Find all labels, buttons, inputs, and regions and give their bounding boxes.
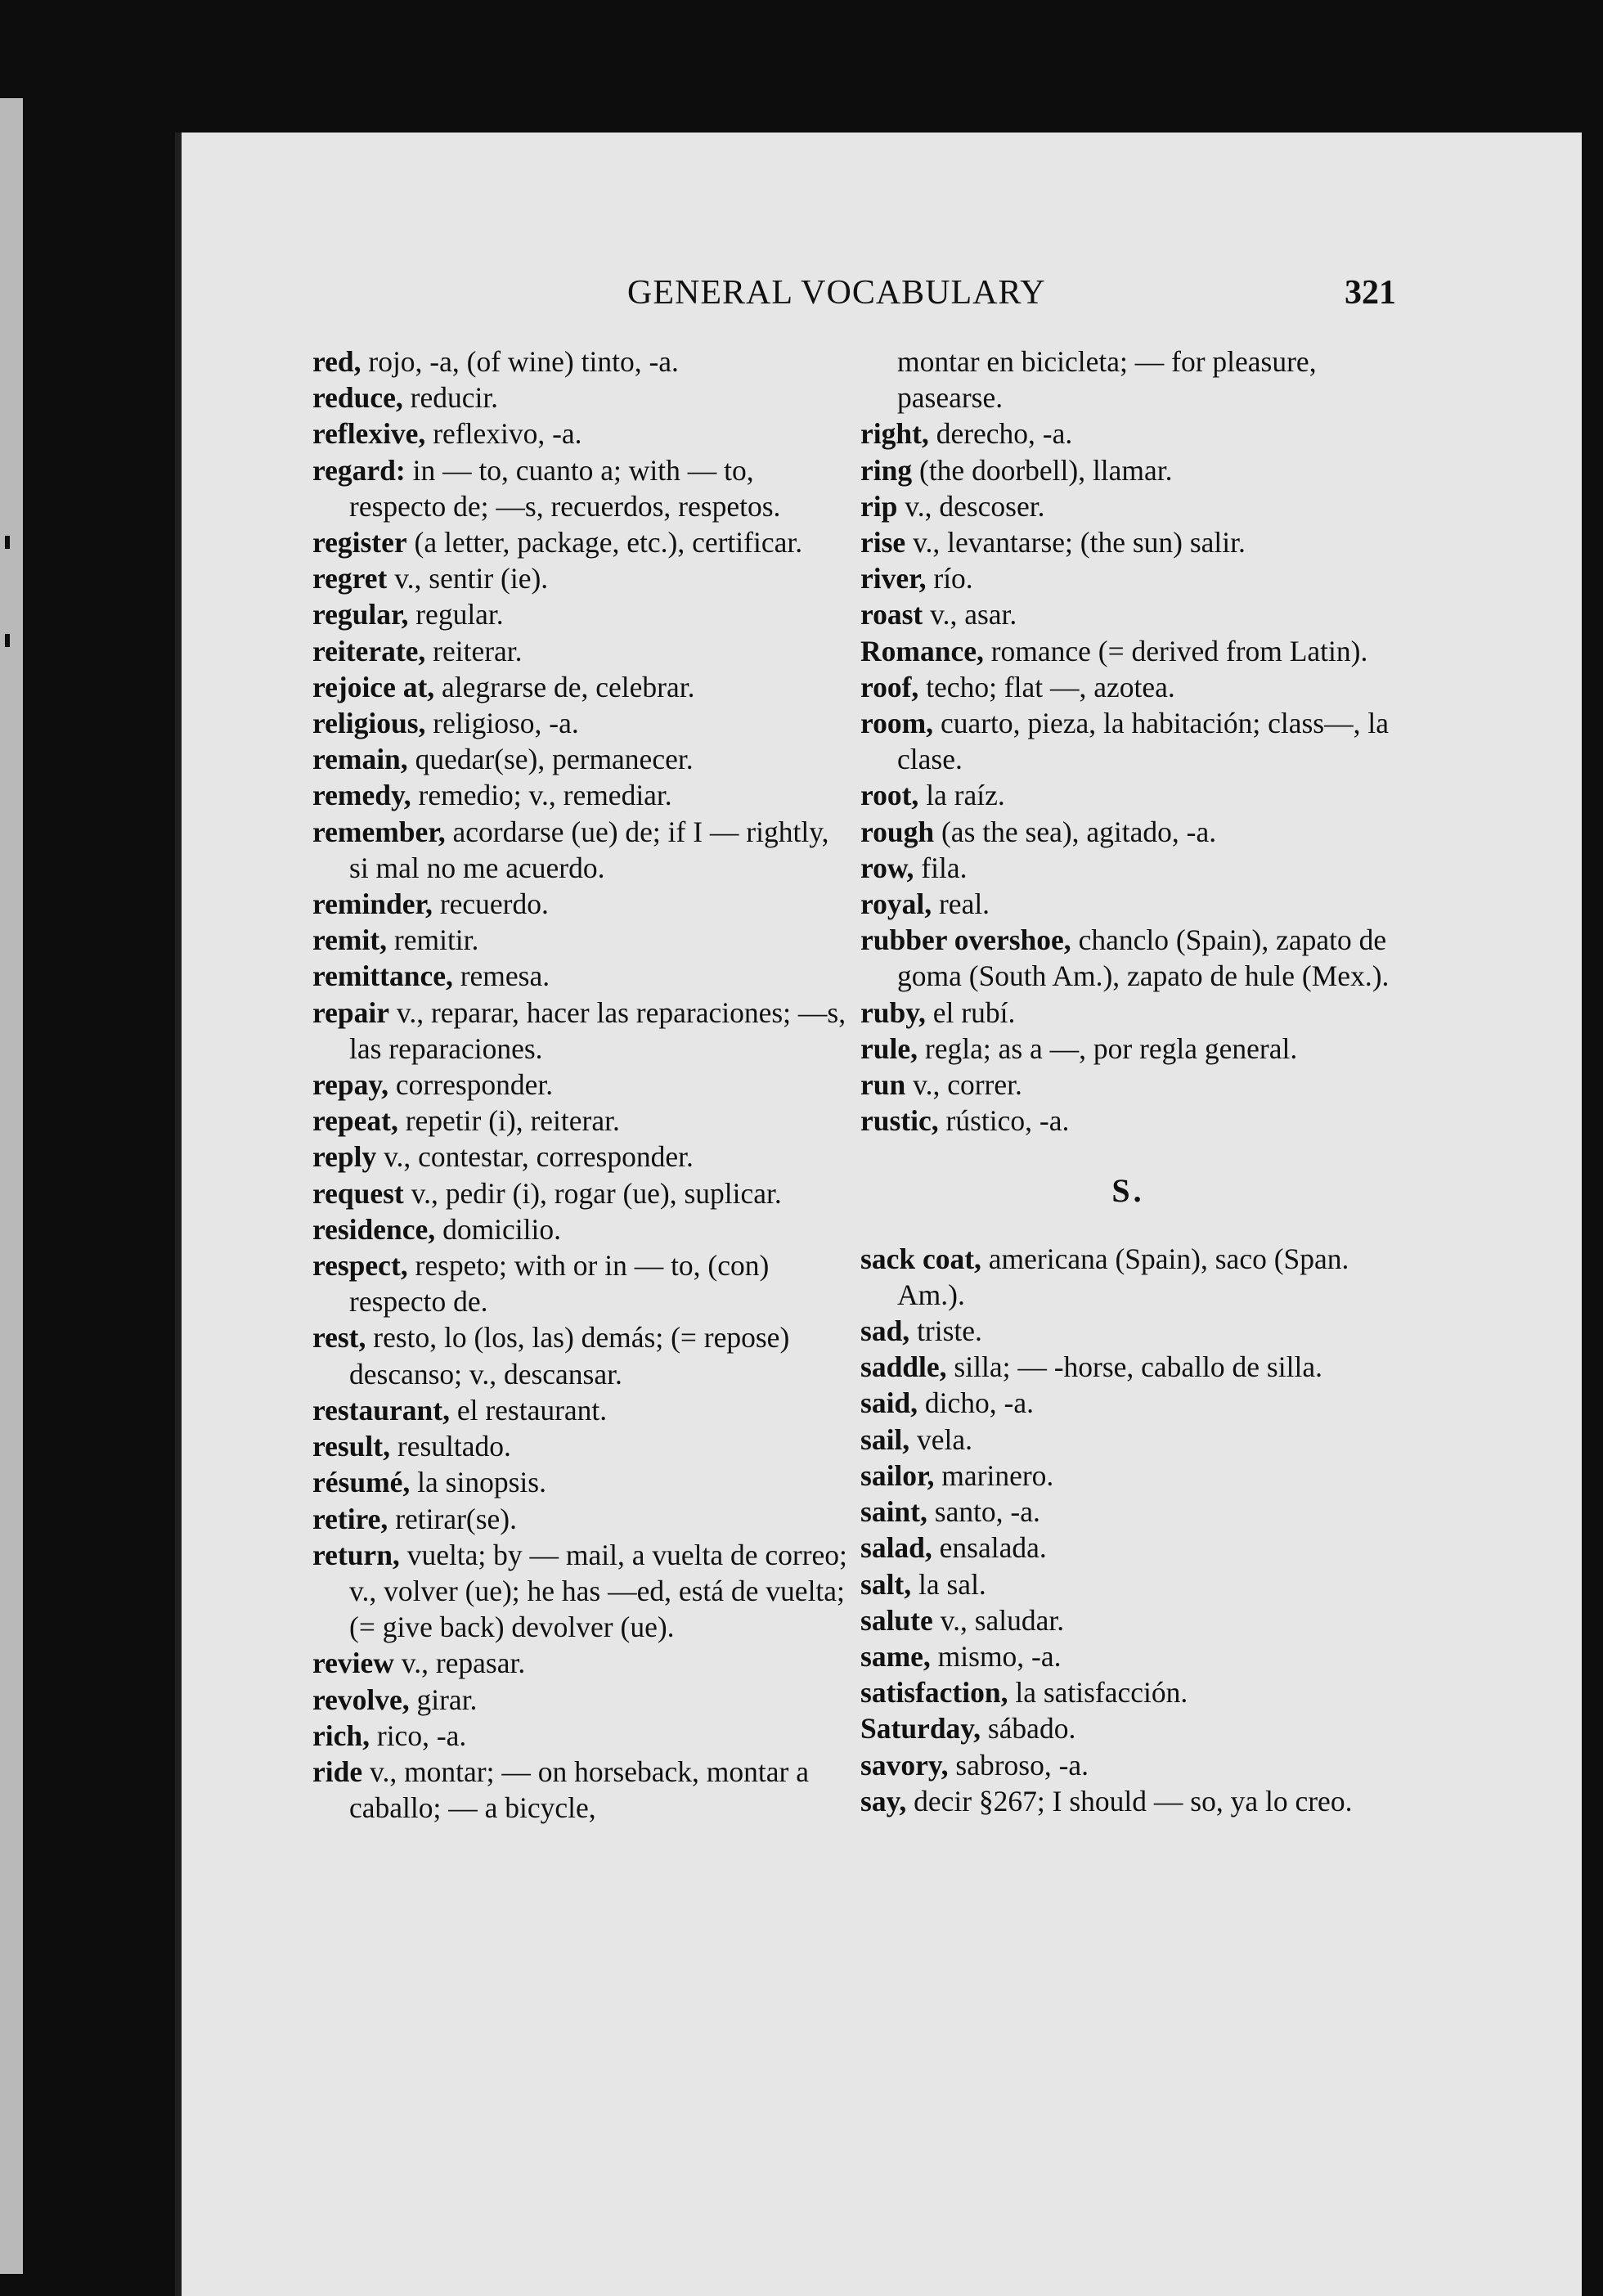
headword: saint, (860, 1495, 927, 1529)
left-column (312, 344, 848, 1826)
headword: rubber overshoe, (860, 923, 1071, 957)
headword: rise (860, 526, 906, 559)
book-page (175, 133, 1582, 2296)
definition: v., correr. (905, 1068, 1022, 1102)
definition: la sal. (911, 1567, 986, 1601)
definition: cuarto, pieza, la habitación; class—, la clase. (897, 707, 1389, 776)
definition: v., repasar. (393, 1647, 526, 1680)
definition: el restaurant. (449, 1393, 608, 1427)
vocab-entry (860, 1494, 1396, 1530)
vocab-entry (860, 1566, 1396, 1602)
vocab-entry (312, 1645, 848, 1681)
vocab-entry (312, 344, 848, 380)
vocab-entry (860, 1638, 1396, 1674)
headword: right, (860, 417, 929, 451)
definition: río. (926, 562, 973, 595)
headword: result, (312, 1430, 390, 1463)
definition: remedio; v., remediar. (411, 779, 672, 812)
vocab-entry (312, 1175, 848, 1211)
definition: v., asar. (923, 598, 1017, 631)
vocab-entry (860, 1783, 1396, 1819)
definition: (the doorbell), llamar. (912, 453, 1173, 487)
vocab-entry (860, 1674, 1396, 1710)
vocab-entry (860, 596, 1396, 632)
headword: roast (860, 598, 923, 631)
definition: rojo, -a, (of wine) tinto, -a. (361, 345, 679, 378)
headword: ring (860, 453, 913, 487)
definition: techo; flat —, azotea. (918, 670, 1175, 703)
definition: alegrarse de, celebrar. (434, 670, 695, 703)
definition: silla; — -horse, caballo de silla. (946, 1350, 1322, 1384)
vocab-entry (860, 1710, 1396, 1746)
vocab-entry (312, 1754, 848, 1826)
vocab-entry (860, 1031, 1396, 1067)
vocab-entry (860, 416, 1396, 452)
vocab-entry (312, 1247, 848, 1319)
headword: rule, (860, 1031, 918, 1065)
vocab-entry (860, 669, 1396, 705)
headword: review (312, 1647, 394, 1680)
definition: reflexivo, -a. (425, 417, 582, 451)
definition: derecho, -a. (928, 417, 1073, 451)
vocab-entry (312, 1718, 848, 1754)
definition: sábado. (980, 1712, 1076, 1746)
vocab-entry (860, 488, 1396, 524)
headword: saddle, (860, 1350, 947, 1384)
definition: la sinopsis. (410, 1466, 546, 1499)
running-header (182, 273, 1396, 322)
definition: v., descoser. (897, 489, 1045, 523)
headword: rich, (312, 1719, 370, 1752)
definition: regla; as a —, por regla general. (918, 1031, 1298, 1065)
headword: river, (860, 562, 927, 595)
definition: marinero. (934, 1458, 1054, 1492)
headword: regard: (312, 453, 406, 487)
vocab-entry (312, 452, 848, 524)
headword: request (312, 1176, 404, 1210)
definition: sabroso, -a. (948, 1748, 1089, 1782)
headword: sailor, (860, 1458, 935, 1492)
vocab-entry (860, 995, 1396, 1031)
vocab-entry (312, 596, 848, 632)
headword: return, (312, 1538, 400, 1571)
vocab-entry (860, 777, 1396, 813)
vocab-entry (312, 1103, 848, 1139)
definition: real. (932, 887, 990, 921)
definition: remitir. (387, 923, 479, 957)
headword: rustic, (860, 1104, 939, 1138)
definition: santo, -a. (927, 1495, 1040, 1529)
vocab-entry (312, 1067, 848, 1103)
headword: remain, (312, 743, 408, 776)
headword: rough (860, 815, 935, 848)
vocab-entry (312, 669, 848, 705)
definition: triste. (909, 1314, 982, 1348)
headword: royal, (860, 887, 932, 921)
definition: girar. (409, 1683, 478, 1716)
headword: remit, (312, 923, 388, 957)
definition: recuerdo. (432, 887, 549, 921)
definition: v., saludar. (932, 1603, 1065, 1637)
headword: sack coat, (860, 1242, 981, 1275)
definition: v., levantarse; (the sun) salir. (905, 526, 1246, 559)
headword: repay, (312, 1068, 389, 1102)
vocab-entry (860, 633, 1396, 669)
definition: remesa. (452, 959, 550, 993)
definition: v., pedir (i), rogar (ue), suplicar. (403, 1176, 782, 1210)
headword: rip (860, 489, 898, 523)
definition: la raíz. (918, 779, 1005, 812)
vocab-entry (312, 1392, 848, 1428)
headword: religious, (312, 707, 426, 740)
headword: ride (312, 1755, 363, 1788)
headword: root, (860, 779, 919, 812)
definition: romance (= derived from Latin). (983, 634, 1368, 667)
vocab-entry (860, 1422, 1396, 1458)
definition: dicho, -a. (918, 1386, 1034, 1420)
vocab-entry (312, 1464, 848, 1500)
definition: reducir. (402, 381, 499, 415)
headword: salad, (860, 1531, 932, 1565)
vocab-entry (860, 452, 1396, 488)
vocab-entry (860, 886, 1396, 922)
definition: in — to, cuanto a; with — to, respecto de; —s, recuerdos, respetos. (349, 453, 781, 523)
vocab-entry (860, 1241, 1396, 1313)
vocab-entry (312, 705, 848, 741)
definition: resto, lo (los, las) demás; (= repose) descanso; v., descansar. (349, 1321, 790, 1391)
definition: mismo, -a. (930, 1639, 1062, 1673)
definition: retirar(se). (388, 1502, 517, 1535)
definition: repetir (i), reiterar. (397, 1104, 620, 1138)
s-entries (860, 1241, 1396, 1819)
definition: resultado. (390, 1430, 511, 1463)
definition: v., reparar, hacer las reparaciones; —s, las reparaciones. (349, 995, 846, 1065)
headword: résumé, (312, 1466, 411, 1499)
vocab-entry (860, 1530, 1396, 1566)
vocab-entry (312, 633, 848, 669)
definition: americana (Spain), saco (Span. Am.). (897, 1242, 1349, 1311)
headword: same, (860, 1639, 931, 1673)
running-title: GENERAL VOCABULARY (627, 274, 1046, 312)
vocab-entry (860, 560, 1396, 596)
vocab-entry (312, 560, 848, 596)
vocab-entry (860, 814, 1396, 850)
definition: domicilio. (435, 1212, 562, 1246)
definition: v., contestar, corresponder. (376, 1140, 694, 1174)
definition: rústico, -a. (938, 1104, 1070, 1138)
definition: (a letter, package, etc.), certificar. (406, 526, 803, 559)
definition: vela. (909, 1422, 973, 1456)
headword: room, (860, 707, 934, 740)
vocab-entry (860, 344, 1396, 416)
headword: salute (860, 1603, 933, 1637)
headword: say, (860, 1784, 907, 1817)
vocab-entry (312, 524, 848, 560)
headword: satisfaction, (860, 1676, 1008, 1710)
headword: sad, (860, 1314, 910, 1348)
headword: reply (312, 1140, 377, 1174)
vocab-entry (312, 380, 848, 416)
headword: sail, (860, 1422, 910, 1456)
vocab-entry (312, 741, 848, 777)
definition: (as the sea), agitado, -a. (934, 815, 1217, 848)
vocab-entry (312, 1139, 848, 1175)
headword: salt, (860, 1567, 912, 1601)
definition: chanclo (Spain), zapato de goma (South Am.), zapato de hule (Mex.). (897, 923, 1390, 993)
vocab-entry (312, 1501, 848, 1537)
headword: restaurant, (312, 1393, 450, 1427)
headword: regular, (312, 598, 409, 631)
definition: quedar(se), permanecer. (407, 743, 694, 776)
definition: rico, -a. (370, 1719, 467, 1752)
vocab-entry (860, 524, 1396, 560)
definition: montar en bicicleta; — for pleasure, pasearse. (897, 345, 1317, 415)
headword: remember, (312, 815, 446, 848)
headword: said, (860, 1386, 918, 1420)
page-edge-mark (5, 536, 10, 549)
vocab-entry (860, 1602, 1396, 1638)
definition: v., montar; — on horseback, montar a caballo; — a bicycle, (349, 1755, 809, 1825)
headword: reduce, (312, 381, 403, 415)
definition: v., sentir (ie). (387, 562, 549, 595)
right-column (860, 344, 1396, 1819)
definition: decir §267; I should — so, ya lo creo. (906, 1784, 1353, 1817)
vocab-entry (312, 416, 848, 452)
definition: respeto; with or in — to, (con) respecto de. (349, 1249, 770, 1319)
headword: regret (312, 562, 388, 595)
headword: ruby, (860, 995, 926, 1029)
definition: el rubí. (925, 995, 1016, 1029)
headword: remedy, (312, 779, 411, 812)
vocab-entry (860, 1313, 1396, 1349)
vocab-entry (860, 1067, 1396, 1103)
vocab-entry (312, 958, 848, 994)
headword: retire, (312, 1502, 388, 1535)
vocab-entry (860, 1103, 1396, 1139)
vocab-entry (312, 1319, 848, 1391)
vocab-entry (860, 922, 1396, 994)
definition: religioso, -a. (425, 707, 579, 740)
headword: repair (312, 995, 389, 1029)
headword: reiterate, (312, 634, 426, 667)
headword: row, (860, 851, 914, 884)
headword: revolve, (312, 1683, 410, 1716)
definition: regular. (408, 598, 504, 631)
vocab-entry (312, 922, 848, 958)
adjacent-page-edge (0, 98, 23, 2274)
headword: respect, (312, 1249, 408, 1283)
definition: fila. (914, 851, 968, 884)
headword: register (312, 526, 407, 559)
vocab-entry (860, 705, 1396, 777)
headword: repeat, (312, 1104, 398, 1138)
headword: reflexive, (312, 417, 426, 451)
vocab-entry (312, 1682, 848, 1718)
page-edge-mark (5, 634, 10, 647)
definition: ensalada. (932, 1531, 1047, 1565)
vocab-entry (860, 1747, 1396, 1783)
headword: savory, (860, 1748, 949, 1782)
headword: roof, (860, 670, 919, 703)
vocab-entry (312, 1428, 848, 1464)
vocab-entry (860, 1349, 1396, 1385)
headword: red, (312, 345, 361, 378)
definition: reiterar. (425, 634, 523, 667)
r-entries (860, 344, 1396, 1139)
headword: Saturday, (860, 1712, 981, 1746)
page-number: 321 (1345, 274, 1396, 312)
vocab-entry (312, 777, 848, 813)
vocab-entry (860, 1458, 1396, 1494)
headword: rest, (312, 1321, 366, 1355)
headword: residence, (312, 1212, 436, 1246)
definition: la satisfacción. (1008, 1676, 1188, 1710)
definition: acordarse (ue) de; if I — rightly, si mal no me acuerdo. (349, 815, 829, 884)
vocab-entry (860, 1385, 1396, 1421)
headword: remittance, (312, 959, 453, 993)
vocab-entry (312, 1537, 848, 1646)
vocab-entry (860, 850, 1396, 886)
definition: corresponder. (388, 1068, 554, 1102)
headword: reminder, (312, 887, 433, 921)
headword: run (860, 1068, 906, 1102)
vocab-entry (312, 886, 848, 922)
vocab-entry (312, 995, 848, 1067)
vocab-entry (312, 1211, 848, 1247)
headword: rejoice at, (312, 670, 435, 703)
vocab-entry (312, 814, 848, 886)
definition: vuelta; by — mail, a vuelta de correo; v., volver (ue); he has —ed, está de vuelta; (= give back) devolver (ue). (349, 1538, 847, 1644)
section-heading-s: S. (1111, 1172, 1145, 1210)
headword: Romance, (860, 634, 984, 667)
